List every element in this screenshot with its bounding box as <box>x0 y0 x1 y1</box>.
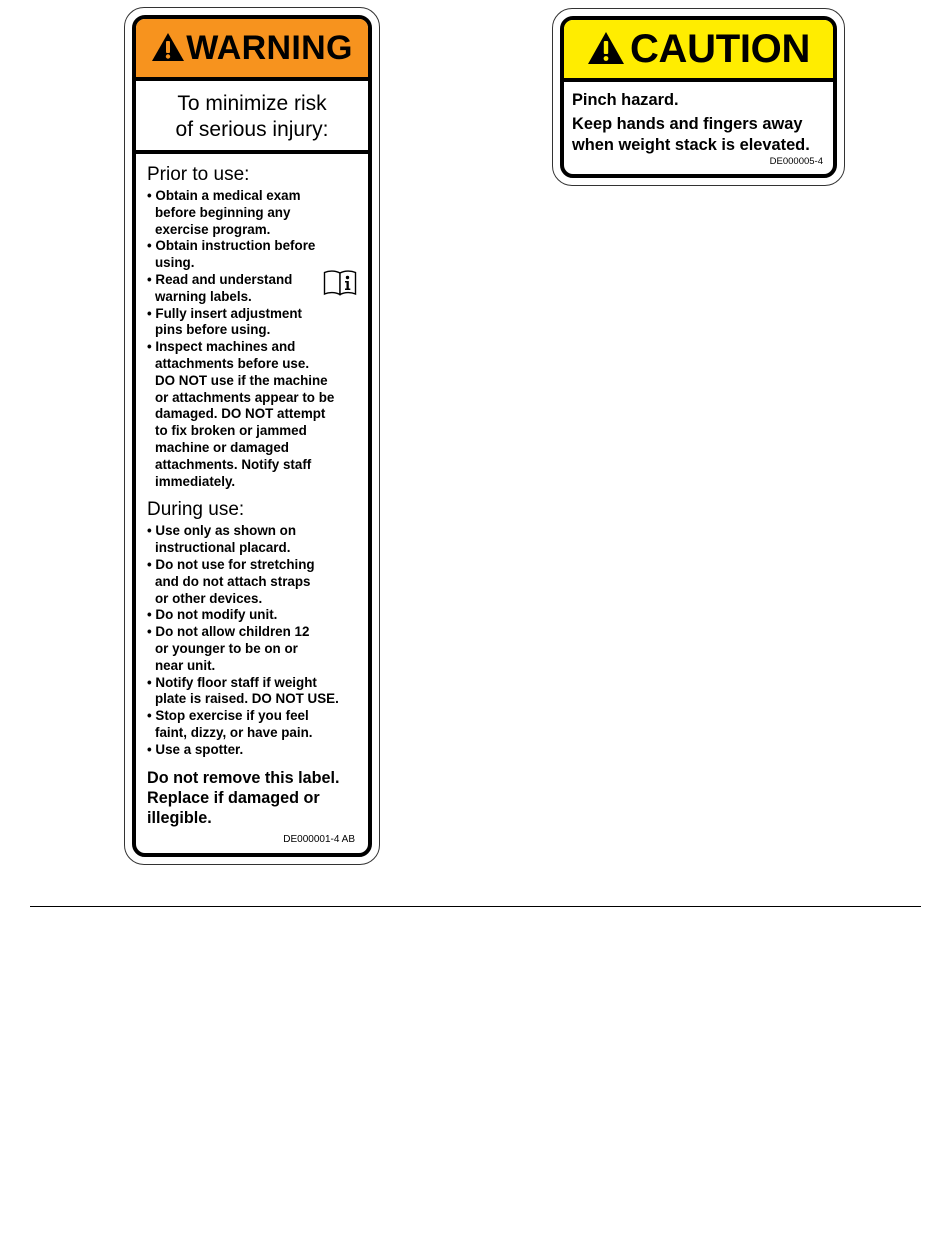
caution-signal-word: CAUTION <box>629 27 811 71</box>
list-item: • Use only as shown on instructional placard. <box>147 523 297 556</box>
warning-label <box>124 7 380 865</box>
during-use-list <box>147 523 360 758</box>
warning-label-frame <box>132 15 372 857</box>
label-footer-note: Do not remove this label. Replace if damaged or illegible. <box>147 768 340 827</box>
warning-body <box>136 154 368 828</box>
caution-label <box>552 8 845 186</box>
caution-line-1: Pinch hazard. <box>572 91 679 109</box>
list-item: • Obtain a medical exam before beginning any exercise program. <box>147 188 301 237</box>
caution-label-frame <box>560 16 837 178</box>
list-item: • Inspect machines and attachments before use. DO NOT use if the machine or attachments appear to be damaged. DO NOT attempt to fix broken or jammed machine or damaged attachments. Notify staff immediately. <box>147 339 335 489</box>
caution-header <box>564 20 833 82</box>
during-use-title: During use: <box>147 499 245 521</box>
list-item: • Stop exercise if you feel faint, dizzy, or have pain. <box>147 708 313 740</box>
warning-subtitle: To minimize risk of serious injury: <box>175 91 329 141</box>
list-item: • Notify floor staff if weight plate is raised. DO NOT USE. <box>147 674 339 707</box>
caution-line-3: when weight stack is elevated. <box>572 136 810 154</box>
list-item: • Fully insert adjustment pins before using. <box>147 305 302 338</box>
caution-body <box>564 82 833 156</box>
list-item: • Do not use for stretching and do not attach straps or other devices. <box>147 556 315 606</box>
prior-to-use-title: Prior to use: <box>147 164 250 185</box>
list-item: • Read and understand warning labels. <box>147 271 293 304</box>
warning-header <box>136 19 368 81</box>
list-item: • Do not modify unit. <box>147 607 278 623</box>
warning-signal-word: WARNING <box>186 29 353 67</box>
list-item: • Use a spotter. <box>147 741 244 757</box>
manual-info-icon <box>323 269 357 297</box>
caution-label-code: DE000005-4 <box>769 156 823 167</box>
warning-subtitle-panel <box>136 81 368 154</box>
list-item: • Do not allow children 12 or younger to be on or near unit. <box>147 624 310 673</box>
caution-line-2: Keep hands and fingers away <box>572 115 803 133</box>
prior-to-use-list <box>147 188 360 490</box>
list-item: • Obtain instruction before using. <box>147 238 316 271</box>
caution-triangle-icon <box>587 31 625 65</box>
warning-triangle-icon <box>151 32 185 62</box>
horizontal-divider <box>30 906 921 907</box>
warning-label-code: DE000001-4 AB <box>283 834 355 845</box>
